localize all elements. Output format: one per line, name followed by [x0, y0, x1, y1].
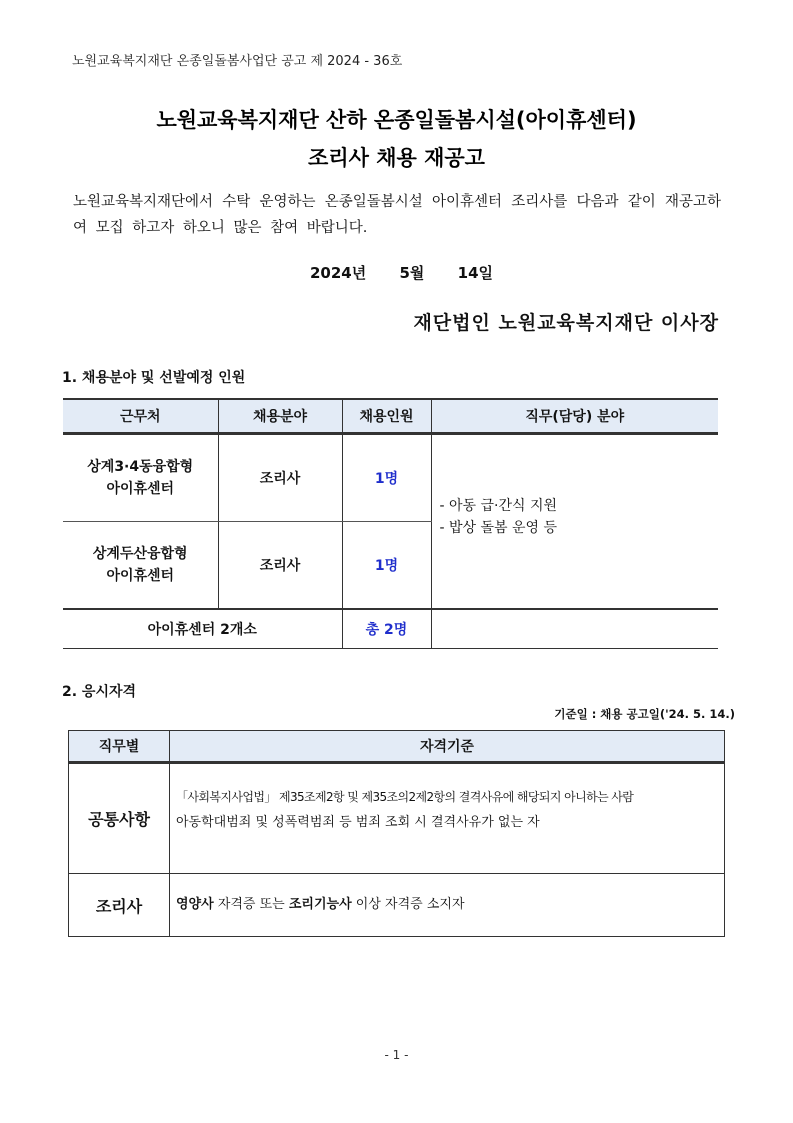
duty-cell [431, 434, 718, 610]
page-number: - 1 - [384, 1048, 409, 1062]
criteria-line: 아동학대범죄 및 성폭력범죄 등 범죄 조회 시 결격사유가 없는 자 [176, 815, 540, 830]
field-cell: 조리사 [218, 522, 342, 610]
table-header-row [69, 731, 725, 763]
announcement-date [310, 262, 521, 283]
header-location: 근무처 [63, 399, 218, 434]
criteria-line: 「사회복지사업법」 제35조제2항 및 제35조의2제2항의 결격사유에 해당되지 아니하는 사람 [176, 790, 634, 804]
date-month: 5월 [399, 264, 425, 282]
header-criteria: 자격기준 [170, 731, 725, 763]
page-title: 노원교육복지재단 산하 온종일돌봄시설(아이휴센터) [156, 108, 637, 132]
table-row [69, 874, 725, 937]
signer: 재단법인 노원교육복지재단 이사장 [413, 312, 719, 334]
location-cell [63, 522, 218, 610]
section-1-heading: 1. 채용분야 및 선발예정 인원 [62, 370, 246, 386]
header-duty: 직무(담당) 분야 [431, 399, 718, 434]
table-row [69, 763, 725, 874]
field-cell: 조리사 [218, 434, 342, 522]
criteria-cell [170, 763, 725, 874]
location-line: 상계두산융합형 [92, 546, 188, 562]
section-2-heading: 2. 응시자격 [62, 684, 137, 700]
criteria-bold: 조리기능사 [288, 897, 352, 912]
table-total-row [63, 609, 718, 649]
duty-line: - 아동 급·간식 지원 [439, 498, 558, 514]
count-cell: 1명 [342, 434, 431, 522]
header-field: 채용분야 [218, 399, 342, 434]
table-header-row [63, 399, 718, 434]
total-label: 아이휴센터 2개소 [63, 609, 342, 649]
total-empty-cell [431, 609, 718, 649]
criteria-bold: 영양사 [176, 897, 214, 912]
duty-line: - 밥상 돌봄 운영 등 [439, 520, 558, 536]
location-line: 상계3·4동융합형 [87, 459, 194, 475]
recruitment-table [63, 398, 718, 649]
role-cell: 조리사 [69, 874, 170, 937]
header-role: 직무별 [69, 731, 170, 763]
location-line: 아이휴센터 [106, 568, 175, 584]
basis-date: 기준일 : 채용 공고일('24. 5. 14.) [554, 707, 735, 721]
date-day: 14일 [457, 264, 494, 282]
criteria-text: 이상 자격증 소지자 [351, 897, 465, 912]
location-line: 아이휴센터 [106, 481, 175, 497]
qualification-table [68, 730, 725, 937]
location-cell [63, 434, 218, 522]
role-cell: 공통사항 [69, 763, 170, 874]
page-subtitle: 조리사 채용 재공고 [308, 146, 485, 170]
count-cell: 1명 [342, 522, 431, 610]
document-number: 노원교육복지재단 온종일돌봄사업단 공고 제 2024 - 36호 [72, 54, 403, 69]
table-row [63, 434, 718, 522]
intro-paragraph: 노원교육복지재단에서 수탁 운영하는 온종일돌봄시설 아이휴센터 조리사를 다음과 같이 재공고하여 모집 하고자 하오니 많은 참여 바랍니다. [73, 194, 721, 236]
criteria-cell [170, 874, 725, 937]
date-year: 2024년 [310, 264, 367, 282]
header-count: 채용인원 [342, 399, 431, 434]
criteria-text: 자격증 또는 [213, 897, 289, 912]
total-count: 총 2명 [342, 609, 431, 649]
